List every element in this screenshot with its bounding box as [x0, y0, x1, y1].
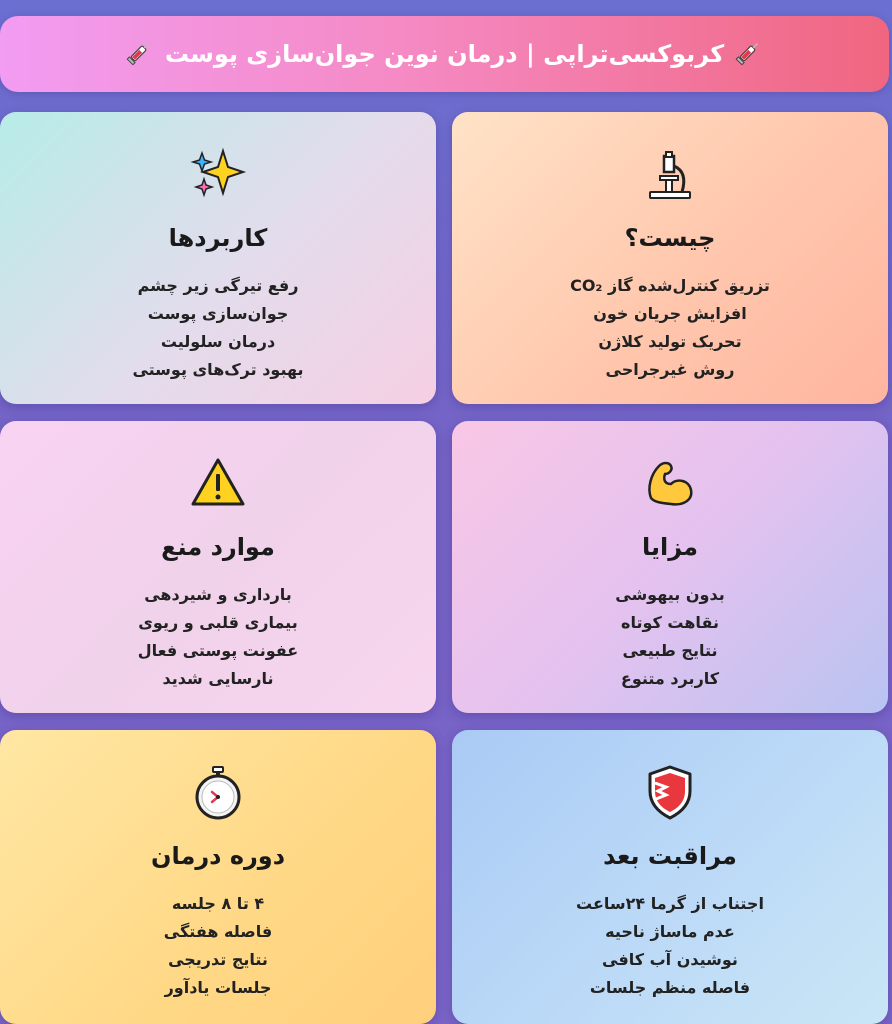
card-benefits	[452, 421, 888, 713]
syringe-icon	[125, 37, 155, 71]
warning-icon	[0, 453, 436, 513]
card-list	[452, 272, 888, 384]
card-title: چیست؟	[624, 224, 716, 252]
sparkles-icon	[0, 144, 436, 204]
list-item: تحریک تولید کلاژن	[598, 332, 742, 351]
list-item: افزایش جریان خون	[593, 304, 747, 323]
list-item: عفونت پوستی فعال	[137, 641, 299, 660]
list-item: درمان سلولیت	[160, 332, 276, 351]
list-item: روش غیرجراحی	[605, 360, 735, 379]
list-item: بیماری قلبی و ریوی	[138, 613, 298, 632]
list-item: تزریق کنترل‌شده گاز CO₂	[570, 276, 770, 295]
card-list	[452, 581, 888, 693]
card-treatment-course	[0, 730, 436, 1024]
list-item: نقاهت کوتاه	[621, 613, 719, 632]
list-item: بارداری و شیردهی	[144, 585, 292, 604]
syringe-icon	[734, 37, 764, 71]
list-item: جلسات یادآور	[164, 978, 272, 997]
card-list	[0, 890, 436, 1002]
list-item: نتایج طبیعی	[622, 641, 718, 660]
list-item: نتایج تدریجی	[168, 950, 268, 969]
list-item: اجتناب از گرما ۲۴ساعت	[576, 894, 764, 913]
card-title: موارد منع	[161, 533, 275, 561]
card-contraindications	[0, 421, 436, 713]
card-list	[0, 272, 436, 384]
list-item: بهبود ترک‌های پوستی	[132, 360, 304, 379]
list-item: بدون بیهوشی	[615, 585, 725, 604]
card-list	[452, 890, 888, 1002]
list-item: عدم ماساژ ناحیه	[605, 922, 735, 941]
card-title: کاربردها	[168, 224, 268, 252]
card-list	[0, 581, 436, 693]
list-item: جوان‌سازی پوست	[147, 304, 289, 323]
card-title: مزایا	[641, 533, 699, 561]
card-title: دوره درمان	[150, 842, 286, 870]
card-uses	[0, 112, 436, 404]
page-title: کربوکسی‌تراپی | درمان نوین جوان‌سازی پوست	[164, 40, 725, 68]
list-item: نارسایی شدید	[162, 669, 274, 688]
card-aftercare	[452, 730, 888, 1024]
stopwatch-icon	[0, 762, 436, 822]
list-item: نوشیدن آب کافی	[602, 950, 738, 969]
card-what-is-it	[452, 112, 888, 404]
list-item: فاصله هفتگی	[163, 922, 273, 941]
card-title: مراقبت بعد	[603, 842, 737, 870]
list-item: رفع تیرگی زیر چشم	[137, 276, 299, 295]
list-item: فاصله منظم جلسات	[589, 978, 751, 997]
list-item: کاربرد متنوع	[620, 669, 720, 688]
microscope-icon	[452, 144, 888, 204]
list-item: ۴ تا ۸ جلسه	[171, 894, 265, 913]
flexed-biceps-icon	[452, 453, 888, 513]
header-banner	[0, 16, 889, 92]
shield-icon	[452, 762, 888, 822]
